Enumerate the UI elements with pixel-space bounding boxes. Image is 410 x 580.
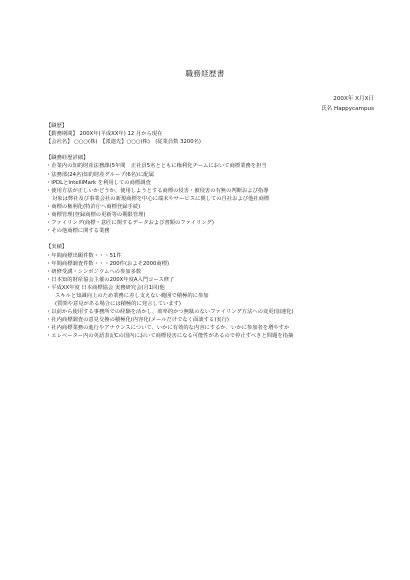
duty-item: ・商標管理(登録商標の更新等の期限管理) [46,212,146,219]
spacer [46,146,376,154]
duties-heading: 【職務経歴詳細】 [46,155,89,162]
achievement-item: ・研修受講・シンポジウムへの参加多数 [46,268,142,275]
achievement-item: ・社内商標業務の進行やアナウンスについて、いかに有効的な内容にするか、いかに参加者を増やすか [46,325,290,332]
author-name: 氏名 Happycampus [321,106,374,112]
achievement-item: ・日本知的財産協会主催の200X年度A入門コース修了 [46,276,175,283]
achievement-item: ・平成XX年度 日本商標協会 実務研究会(月1回)他 [46,284,165,291]
spacer [46,235,376,243]
achievement-item: (質問や意見がある場合には積極的に発言しています) [55,301,181,308]
achievement-item: ・社内商標調査の意見交換の積極化(内容化(メールだけでなく面談する)実行) [46,317,229,324]
duty-item: ・ファイリング(商標・意匠に関するデータおよび書類のファイリング) [46,220,214,227]
achievement-item: ・年間商標調査件数・・・200件(およそ2000商標) [46,260,170,267]
document-date: 200X年 X月X日 [333,96,374,102]
achievement-item: ・エレベーター内の英語表記Cの国内において商標侵害になる可能性があるので停止すべきと問題を指摘 [46,333,294,340]
duty-item: ・企業内の知的財産法務課(5年間 正社員5名とともに権利化チームにおいて商標業務を担当 [46,163,267,170]
duty-item: ・IPDLとIntelliMark を利用しての商標調査 [46,179,151,186]
achievement-item: ・以前から使用する事務所での経験を活かし、効率的かつ無駄のないファイリング方法への変更(加速化) [46,309,294,316]
document-title: 職務経歴書 [185,69,225,78]
duty-item: ・法務部(24名)知的財産グループ(6名)に配属 [46,171,155,178]
career-heading: 【職歴】 [46,123,68,129]
resume-body [46,122,376,341]
company-info: 【会社名】 ○○○(株) 【派遣先】○○○(株) (従業員数 3200名) [46,139,201,146]
achievements-heading: 【実績】 [46,244,68,251]
achievement-item: ・年間商標出願件数・・・51件 [46,252,122,259]
duty-item: 対象は弊社及び事業会社の新規商標を中心に端末やサービスに関しての自社および他社商標 [52,195,270,202]
duty-item: ・商標の権利化(特許庁へ商標登録手続) [46,203,141,210]
duty-item: ・その他商標に関する業務 [46,228,110,235]
duty-item: ・使用方法が正しいかどうか、使用しようとする商標の侵害・被侵害の有無の判断および指導 [46,187,269,194]
employment-period: 【勤務期間】 200X年(平成XX年) 12 月から現在 [46,131,163,138]
achievement-item: スキルと知識向上のため業務に差し支えない範囲で積極的に参加 [55,292,209,299]
